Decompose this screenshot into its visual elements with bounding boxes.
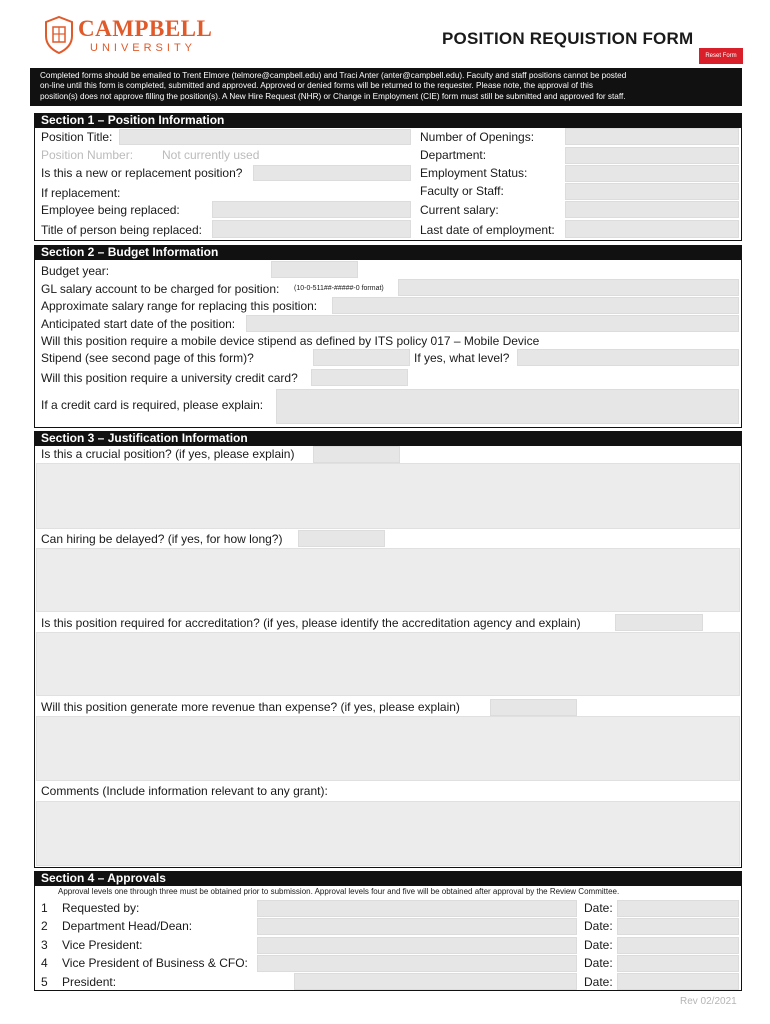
start-date-label: Anticipated start date of the position:: [41, 317, 236, 331]
approval-label: Department Head/Dean:: [62, 919, 193, 933]
logo-subtitle: UNIVERSITY: [90, 42, 197, 54]
credit-card-select[interactable]: [311, 369, 408, 386]
approval-number: 4: [41, 956, 48, 970]
credit-card-label: Will this position require a university credit card?: [41, 371, 298, 385]
campbell-logo: [44, 16, 213, 56]
revenue-explain-field[interactable]: [36, 716, 740, 781]
approval-signature-field[interactable]: [257, 900, 577, 917]
position-number-value: Not currently used: [162, 148, 260, 162]
approval-number: 2: [41, 919, 48, 933]
position-title-label: Position Title:: [41, 130, 113, 144]
start-date-field[interactable]: [246, 315, 739, 332]
banner-line-3: position(s) does not approve filling the position(s). A New Hire Request (NHR) or Change in Employment (CIE) form must still be submitted and approved for staff.: [40, 91, 626, 101]
openings-label: Number of Openings:: [420, 130, 535, 144]
openings-field[interactable]: [565, 128, 739, 145]
stipend-select[interactable]: [313, 349, 410, 366]
gl-account-field[interactable]: [398, 279, 739, 296]
new-or-replacement-label: Is this a new or replacement position?: [41, 166, 243, 180]
section-3-header: Section 3 – Justification Information: [34, 431, 742, 446]
stipend-label-line1: Will this position require a mobile device stipend as defined by ITS policy 017 – Mobile Device: [41, 334, 540, 348]
form-title: POSITION REQUISTION FORM: [442, 29, 694, 48]
accreditation-label: Is this position required for accreditation? (if yes, please identify the accreditation agency and explain): [41, 616, 581, 630]
crucial-explain-field[interactable]: [36, 463, 740, 529]
instructions-banner: [30, 68, 742, 106]
approval-date-label: Date:: [584, 975, 613, 989]
approval-date-field[interactable]: [617, 900, 739, 917]
current-salary-field[interactable]: [565, 201, 739, 218]
employee-replaced-label: Employee being replaced:: [41, 203, 180, 217]
accreditation-explain-field[interactable]: [36, 632, 740, 696]
department-label: Department:: [420, 148, 487, 162]
gl-format-hint: (10-0-511##-#####-0 format): [294, 285, 384, 292]
banner-line-1: Completed forms should be emailed to Trent Elmore (telmore@campbell.edu) and Traci Anter (anter@campbell.edu). Faculty and staff positions cannot be posted: [40, 71, 627, 80]
shield-icon: [44, 16, 74, 54]
approval-date-label: Date:: [584, 956, 613, 970]
last-date-field[interactable]: [565, 220, 739, 238]
title-replaced-field[interactable]: [212, 220, 411, 238]
salary-range-field[interactable]: [332, 297, 739, 314]
section-2-header: Section 2 – Budget Information: [34, 245, 742, 260]
crucial-label: Is this a crucial position? (if yes, please explain): [41, 447, 295, 461]
revision-label: Rev 02/2021: [680, 996, 737, 1007]
approval-date-label: Date:: [584, 901, 613, 915]
title-replaced-label: Title of person being replaced:: [41, 223, 202, 237]
approval-signature-field[interactable]: [257, 955, 577, 972]
approval-label: President:: [62, 975, 117, 989]
stipend-label-line2: Stipend (see second page of this form)?: [41, 351, 254, 365]
crucial-select[interactable]: [313, 446, 400, 463]
comments-field[interactable]: [36, 801, 740, 866]
new-or-replacement-select[interactable]: [253, 165, 411, 181]
banner-line-2: on-line until this form is completed, submitted and approved. Approved or denied forms will be returned to the requester. Please note, the approval of this: [40, 81, 593, 91]
employee-replaced-field[interactable]: [212, 201, 411, 218]
department-field[interactable]: [565, 147, 739, 164]
salary-range-label: Approximate salary range for replacing this position:: [41, 299, 318, 313]
approval-number: 3: [41, 938, 48, 952]
approval-label: Vice President:: [62, 938, 143, 952]
approval-number: 5: [41, 975, 48, 989]
faculty-staff-select[interactable]: [565, 183, 739, 200]
accreditation-select[interactable]: [615, 614, 703, 631]
approval-date-field[interactable]: [617, 955, 739, 972]
credit-explain-field[interactable]: [276, 389, 739, 424]
reset-form-button[interactable]: Reset Form: [699, 48, 743, 64]
approval-date-field[interactable]: [617, 973, 739, 990]
current-salary-label: Current salary:: [420, 203, 499, 217]
approvals-note: Approval levels one through three must be obtained prior to submission. Approval levels four and five will be obtained after approval by the Review Committee.: [58, 887, 620, 896]
gl-account-label: GL salary account to be charged for position:: [41, 282, 280, 296]
stipend-level-label: If yes, what level?: [414, 351, 510, 365]
revenue-label: Will this position generate more revenue than expense? (if yes, please explain): [41, 700, 460, 714]
stipend-level-select[interactable]: [517, 349, 739, 366]
approval-number: 1: [41, 901, 48, 915]
approval-label: Vice President of Business & CFO:: [62, 956, 248, 970]
last-date-label: Last date of employment:: [420, 223, 555, 237]
employment-status-label: Employment Status:: [420, 166, 528, 180]
section-4-header: Section 4 – Approvals: [34, 871, 742, 886]
delayed-label: Can hiring be delayed? (if yes, for how long?): [41, 532, 283, 546]
budget-year-label: Budget year:: [41, 264, 110, 278]
approval-signature-field[interactable]: [294, 973, 577, 990]
logo-wordmark: CAMPBELL: [78, 16, 213, 41]
position-number-label: Position Number:: [41, 148, 134, 162]
approval-signature-field[interactable]: [257, 937, 577, 954]
credit-explain-label: If a credit card is required, please explain:: [41, 398, 264, 412]
faculty-staff-label: Faculty or Staff:: [420, 184, 504, 198]
position-title-field[interactable]: [119, 129, 411, 145]
employment-status-select[interactable]: [565, 165, 739, 182]
approval-date-label: Date:: [584, 919, 613, 933]
approval-signature-field[interactable]: [257, 918, 577, 935]
delayed-explain-field[interactable]: [36, 548, 740, 612]
approval-date-field[interactable]: [617, 937, 739, 954]
comments-label: Comments (Include information relevant to any grant):: [41, 784, 328, 798]
if-replacement-label: If replacement:: [41, 186, 121, 200]
delayed-select[interactable]: [298, 530, 385, 547]
section-1-header: Section 1 – Position Information: [34, 113, 742, 128]
budget-year-field[interactable]: [271, 261, 358, 278]
approval-date-label: Date:: [584, 938, 613, 952]
revenue-select[interactable]: [490, 699, 577, 716]
approval-label: Requested by:: [62, 901, 140, 915]
approval-date-field[interactable]: [617, 918, 739, 935]
